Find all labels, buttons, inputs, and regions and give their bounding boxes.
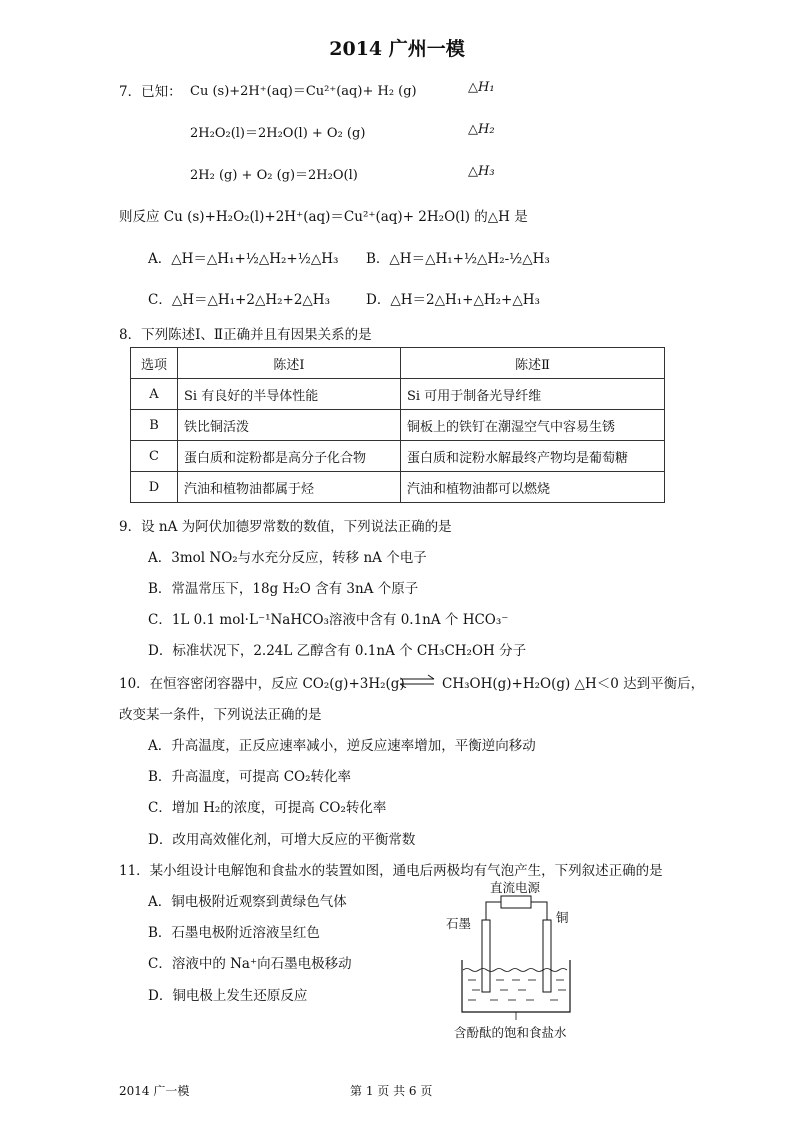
q7-delta-h2: △H₂ [468, 122, 495, 137]
table-header-cell: 陈述Ⅱ [401, 348, 665, 379]
page-title: 2014 广州一模 [329, 38, 465, 60]
q11-option-a: A．铜电极附近观察到黄绿色气体 [148, 894, 347, 910]
q7-option-d: D．△H＝2△H₁+△H₂+△H₃ [366, 292, 540, 308]
electrolysis-figure [440, 870, 590, 1045]
q7-stem: 7．已知： [119, 84, 182, 100]
electrolysis-apparatus-icon [440, 870, 590, 1020]
table-header-cell: 陈述Ⅰ [178, 348, 401, 379]
q11-stem: 11．某小组设计电解饱和食盐水的装置如图，通电后两极均有气泡产生，下列叙述正确的是 [119, 863, 663, 879]
table-header-row [131, 348, 665, 379]
q9-option-a: A．3mol NO₂与水充分反应，转移 nA 个电子 [148, 550, 427, 566]
graphite-label: 石墨 [446, 916, 472, 931]
table-cell: 汽油和植物油都属于烃 [178, 472, 401, 503]
table-cell: Si 有良好的半导体性能 [178, 379, 401, 410]
table-cell: C [131, 441, 178, 472]
q9-option-c: C．1L 0.1 mol·L⁻¹NaHCO₃溶液中含有 0.1nA 个 HCO₃⁻ [148, 612, 509, 628]
table-cell: A [131, 379, 178, 410]
table-row [131, 379, 665, 410]
q11-option-c: C．溶液中的 Na⁺向石墨电极移动 [148, 956, 352, 972]
table-cell: B [131, 410, 178, 441]
q11-option-d: D．铜电极上发生还原反应 [148, 988, 308, 1004]
figure-caption: 含酚酞的饱和食盐水 [454, 1025, 567, 1040]
q10-stem-line2: 改变某一条件，下列说法正确的是 [119, 707, 322, 723]
table-cell: 铜板上的铁钉在潮湿空气中容易生锈 [401, 410, 665, 441]
q10-stem-part1: 10．在恒容密闭容器中，反应 CO₂(g)+3H₂(g) [119, 676, 405, 692]
power-supply-label: 直流电源 [490, 880, 541, 895]
q9-stem: 9．设 nA 为阿伏加德罗常数的数值，下列说法正确的是 [119, 519, 452, 535]
table-cell: Si 可用于制备光导纤维 [401, 379, 665, 410]
table-cell: 蛋白质和淀粉都是高分子化合物 [178, 441, 401, 472]
table-cell: 铁比铜活泼 [178, 410, 401, 441]
q8-table [130, 347, 665, 503]
q10-option-a: A．升高温度，正反应速率减小，逆反应速率增加，平衡逆向移动 [148, 738, 536, 754]
table-cell: D [131, 472, 178, 503]
q10-option-b: B．升高温度，可提高 CO₂转化率 [148, 769, 352, 785]
q9-option-d: D．标准状况下，2.24L 乙醇含有 0.1nA 个 CH₃CH₂OH 分子 [148, 643, 527, 659]
q7-option-a: A．△H＝△H₁+½△H₂+½△H₃ [148, 251, 339, 267]
q7-equation-2: 2H₂O₂(l)＝2H₂O(l) + O₂ (g) [190, 126, 366, 141]
q10-option-c: C．增加 H₂的浓度，可提高 CO₂转化率 [148, 800, 387, 816]
copper-label: 铜 [556, 910, 569, 925]
equilibrium-arrow-icon [398, 674, 436, 688]
q9-option-b: B．常温常压下，18g H₂O 含有 3nA 个原子 [148, 581, 419, 597]
footer-exam-name: 2014 广一模 [119, 1084, 190, 1098]
table-row [131, 441, 665, 472]
q7-equation-3: 2H₂ (g) + O₂ (g)＝2H₂O(l) [190, 168, 358, 183]
table-cell: 蛋白质和淀粉水解最终产物均是葡萄糖 [401, 441, 665, 472]
q7-delta-h3: △H₃ [468, 164, 495, 179]
q7-equation-1: Cu (s)+2H⁺(aq)＝Cu²⁺(aq)+ H₂ (g) [190, 84, 417, 99]
q10-stem-part2: CH₃OH(g)+H₂O(g) △H＜0 达到平衡后， [442, 676, 705, 692]
table-row [131, 472, 665, 503]
q7-option-b: B．△H＝△H₁+½△H₂-½△H₃ [366, 251, 550, 267]
table-row [131, 410, 665, 441]
table-cell: 汽油和植物油都可以燃烧 [401, 472, 665, 503]
table-header-cell: 选项 [131, 348, 178, 379]
q7-delta-h1: △H₁ [468, 80, 495, 95]
q7-option-c: C．△H＝△H₁+2△H₂+2△H₃ [148, 292, 330, 308]
footer-page-number: 第 1 页 共 6 页 [350, 1084, 433, 1098]
q8-stem: 8．下列陈述Ⅰ、Ⅱ正确并且有因果关系的是 [119, 327, 372, 343]
q10-option-d: D．改用高效催化剂，可增大反应的平衡常数 [148, 832, 416, 848]
q11-option-b: B．石墨电极附近溶液呈红色 [148, 925, 320, 941]
q7-question: 则反应 Cu (s)+H₂O₂(l)+2H⁺(aq)＝Cu²⁺(aq)+ 2H₂O(l) 的△H 是 [119, 209, 528, 225]
